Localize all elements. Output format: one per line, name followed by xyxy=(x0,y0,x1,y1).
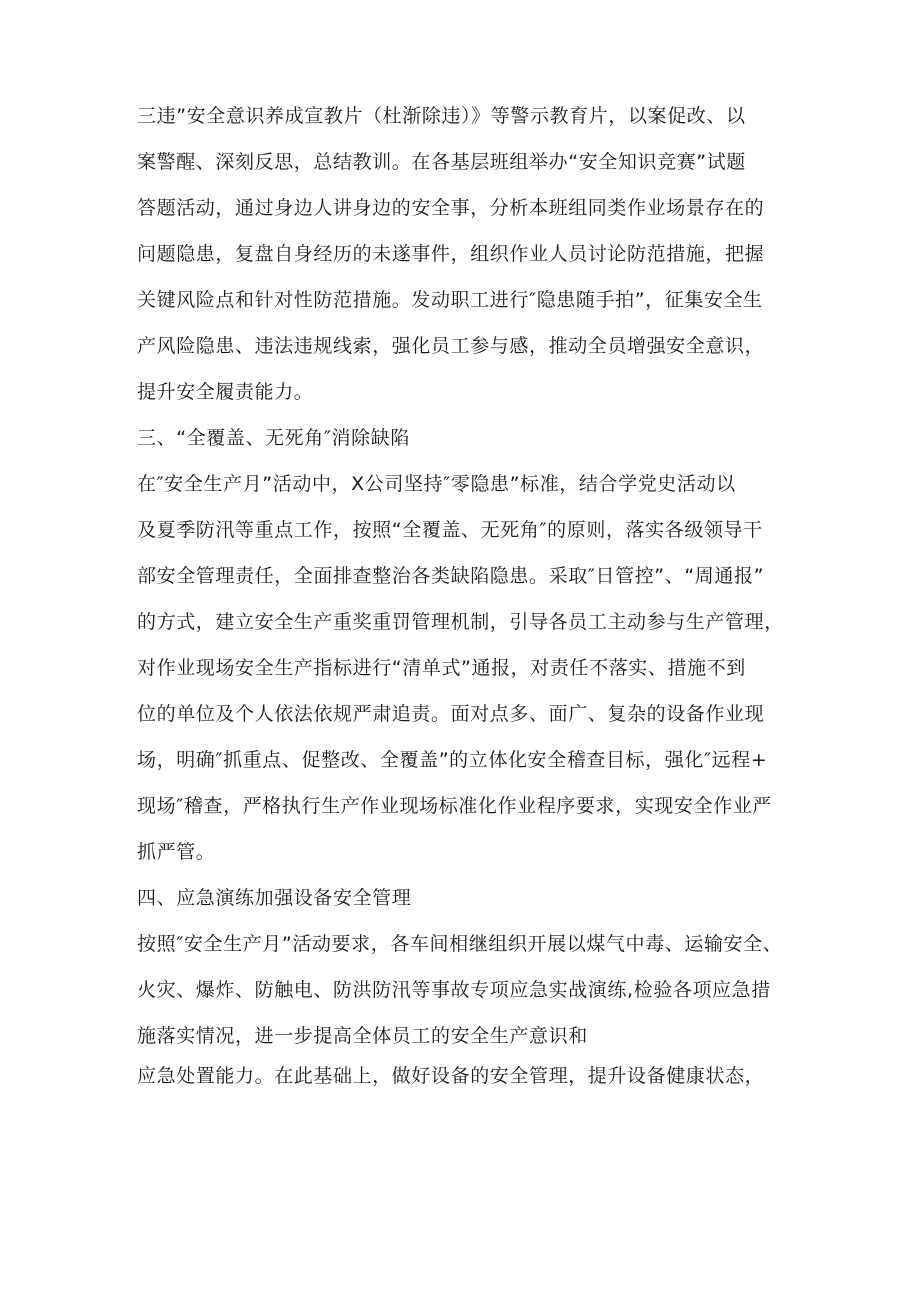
text-line: 现场″稽查，严格执行生产作业现场标准化作业程序要求，实现安全作业严 xyxy=(137,795,772,817)
text-line: 产风险隐患、违法违规线索，强化员工参与感，推动全员增强安全意识， xyxy=(137,335,765,357)
text-line: 应急处置能力。在此基础上，做好设备的安全管理，提升设备健康状态， xyxy=(137,1065,765,1087)
section-heading: 三、“全覆盖、无死角″消除缺陷 xyxy=(137,427,410,449)
text-line: 及夏季防汛等重点工作，按照“全覆盖、无死角″的原则，落实各级领导干 xyxy=(137,519,763,541)
text-line: 场，明确″抓重点、促整改、全覆盖”的立体化安全稽查目标，强化″远程+ xyxy=(137,749,768,771)
text-line: 对作业现场安全生产指标进行“清单式”通报，对责任不落实、措施不到 xyxy=(137,657,746,679)
section-heading: 四、应急演练加强设备安全管理 xyxy=(137,887,412,909)
text-line: 答题活动，通过身边人讲身边的安全事，分析本班组同类作业场景存在的 xyxy=(137,197,765,219)
text-line: 问题隐患，复盘自身经历的未遂事件，组织作业人员讨论防范措施，把握 xyxy=(137,243,765,265)
text-line: 提升安全履责能力。 xyxy=(137,381,314,403)
text-line: 按照″安全生产月”活动要求，各车间相继组织开展以煤气中毒、运输安全、 xyxy=(137,933,783,955)
text-line: 施落实情况，进一步提高全体员工的安全生产意识和 xyxy=(137,1025,588,1047)
text-line: 抓严管。 xyxy=(137,841,216,863)
text-line: 火灾、爆炸、防触电、防洪防汛等事故专项应急实战演练,检验各项应急措 xyxy=(137,979,771,1001)
text-line: 部安全管理责任，全面排查整治各类缺陷隐患。采取″日管控”、“周通报” xyxy=(137,565,765,587)
text-line: 三违”安全意识养成宣教片（杜渐除违）》等警示教育片，以案促改、以 xyxy=(137,105,746,127)
text-line: 在″安全生产月”活动中，X公司坚持″零隐患”标准，结合学党史活动以 xyxy=(137,473,736,495)
text-line: 关键风险点和针对性防范措施。发动职工进行″隐患随手拍”，征集安全生 xyxy=(137,289,763,311)
text-line: 位的单位及个人依法依规严肃追责。面对点多、面广、复杂的设备作业现 xyxy=(137,703,765,725)
document-body xyxy=(137,100,797,1106)
text-line: 案警醒、深刻反思，总结教训。在各基层班组举办“安全知识竞赛”试题 xyxy=(137,151,746,173)
text-line: 的方式，建立安全生产重奖重罚管理机制，引导各员工主动参与生产管理， xyxy=(137,611,784,633)
